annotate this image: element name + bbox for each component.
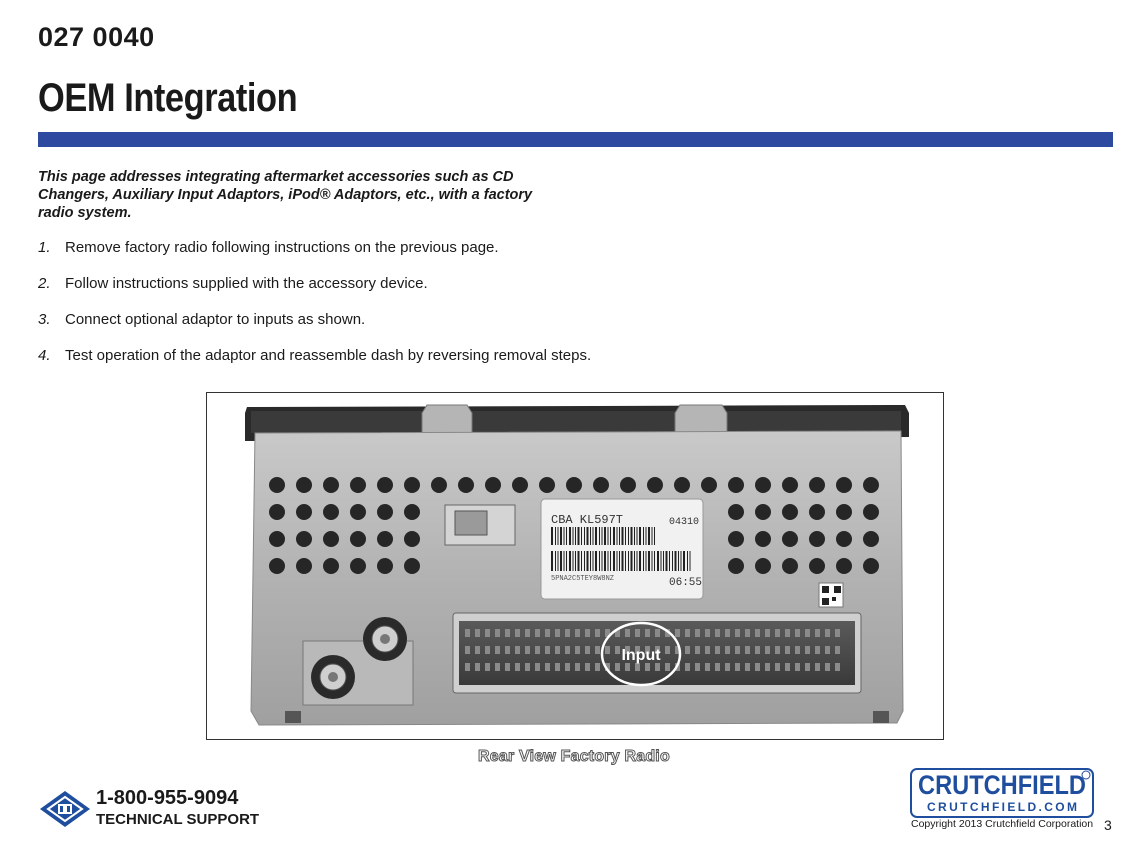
figure-caption: Rear View Factory Radio: [478, 748, 670, 765]
label-model: CBA KL597T: [551, 513, 624, 527]
label-serial: 5PNA2C5TEY8W8NZ: [551, 575, 615, 583]
step-number: 2.: [38, 275, 51, 292]
step-text: Follow instructions supplied with the accessory device.: [65, 275, 428, 292]
step-number: 1.: [38, 239, 51, 256]
step-text: Test operation of the adaptor and reassemble dash by reversing removal steps.: [65, 347, 592, 364]
step-number: 4.: [38, 347, 51, 364]
support-phone: 1-800-955-9094: [96, 787, 239, 809]
logo-url: CRUTCHFIELD.COM: [927, 800, 1077, 814]
input-callout-label: Input: [621, 647, 661, 664]
tech-support-logo-icon: [38, 789, 92, 829]
support-label: TECHNICAL SUPPORT: [96, 811, 260, 828]
step-text: Connect optional adaptor to inputs as shown.: [65, 311, 366, 328]
radio-illustration: [207, 393, 943, 739]
step-text: Remove factory radio following instructions on the previous page.: [65, 239, 499, 256]
title-rule: [38, 132, 1113, 147]
label-code: 04310: [669, 517, 700, 528]
document-number: 027 0040: [38, 22, 155, 52]
copyright-text: Copyright 2013 Crutchfield Corporation: [911, 818, 1094, 830]
logo-brand: CRUTCHFIELD: [918, 770, 1086, 800]
crutchfield-logo: [910, 768, 1094, 818]
intro-paragraph: This page addresses integrating aftermarket accessories such as CD Changers, Auxiliary Input Adaptors, iPod® Adaptors, etc., with a factory radio system.: [38, 169, 533, 221]
page-number: 3: [1104, 817, 1112, 833]
page-title: OEM Integration: [38, 76, 298, 120]
label-time: 06:55: [669, 577, 703, 589]
step-number: 3.: [38, 311, 51, 328]
radio-rear-view-figure: [206, 392, 944, 740]
